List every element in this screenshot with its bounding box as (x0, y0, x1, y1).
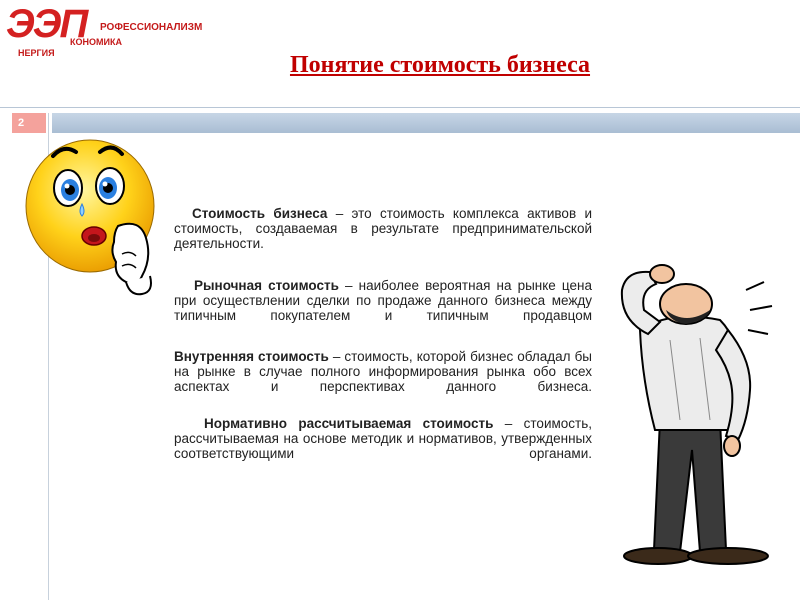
logo-line-2: КОНОМИКА (70, 37, 122, 47)
thinking-man-illustration (600, 250, 790, 580)
worried-smiley-illustration (18, 126, 168, 306)
definition-text: – стоимость, рассчитываемая на основе методик и нормативов, утвержденных соответствующими органами. (174, 416, 592, 461)
definitions-text (174, 206, 592, 461)
definition-paragraph (174, 206, 592, 251)
logo-letters: ЭЭП (6, 2, 87, 46)
definition-term: Нормативно рассчитываемая стоимость (204, 416, 494, 431)
definition-paragraph (174, 416, 592, 461)
definition-paragraph (174, 349, 592, 394)
definition-text: – наиболее вероятная на рынке цена при осуществлении сделки по продаже данного бизнеса между типичным покупателем и типичным продавцом (174, 278, 592, 323)
definition-text: – это стоимость комплекса активов и стоимость, создаваемая в результате предпринимательской деятельности. (174, 206, 592, 251)
definition-term: Стоимость бизнеса (192, 206, 328, 221)
page-title: Понятие стоимость бизнеса (289, 52, 591, 78)
slide-number: 2 (12, 113, 46, 133)
header-divider (0, 107, 800, 108)
logo-line-3: НЕРГИЯ (18, 48, 55, 58)
definition-term: Внутренняя стоимость (174, 349, 329, 364)
definition-term: Рыночная стоимость (194, 278, 339, 293)
logo-line-1: РОФЕССИОНАЛИЗМ (100, 22, 203, 33)
definition-paragraph (174, 278, 592, 323)
definition-text: – стоимость, которой бизнес обладал бы на рынке в случае полного информирования рынка обо всех аспектах и перспективах данного бизнеса. (174, 349, 593, 394)
